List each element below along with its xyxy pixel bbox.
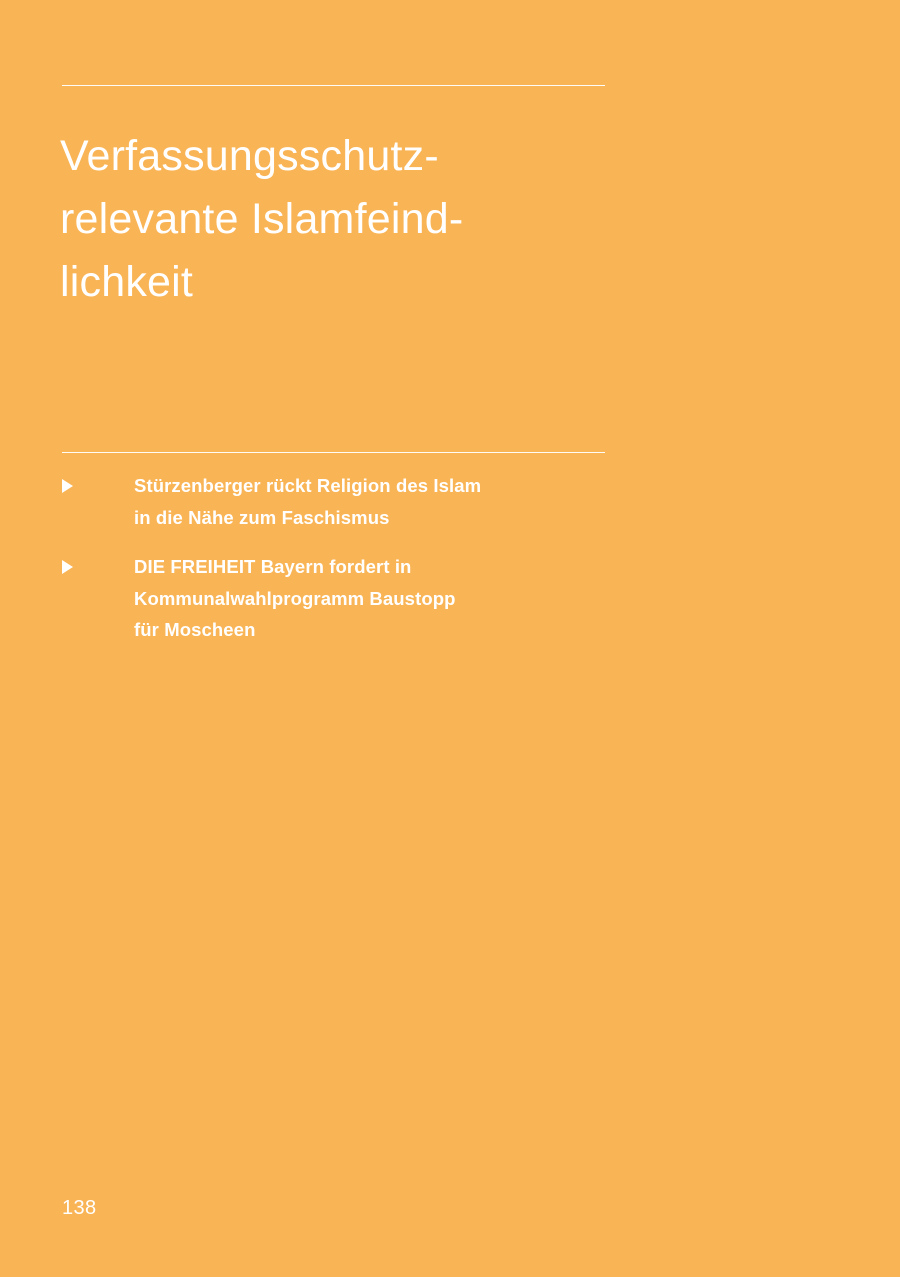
list-item-line: Kommunalwahlprogramm Baustopp (134, 587, 456, 609)
list-item-line: Stürzenberger rückt Religion des Islam (134, 475, 482, 496)
list-item-line: DIE FREIHEIT Bayern fordert in (134, 556, 412, 577)
triangle-right-icon (62, 560, 73, 574)
list-item[interactable] (62, 551, 622, 646)
page-title (60, 125, 620, 314)
page-title-line: Verfassungsschutz- (60, 131, 439, 180)
page-title-line: lichkeit (60, 257, 194, 306)
page-number: 138 (62, 1197, 97, 1219)
page-title-line: relevante Islamfeind- (60, 194, 464, 243)
list-item-line: für Moscheen (134, 619, 256, 640)
divider-contents (62, 452, 605, 453)
list-item-line: in die Nähe zum Faschismus (134, 506, 390, 528)
list-item[interactable] (62, 470, 622, 533)
triangle-right-icon (62, 479, 73, 493)
table-of-contents (62, 470, 622, 664)
divider-top (62, 85, 605, 86)
